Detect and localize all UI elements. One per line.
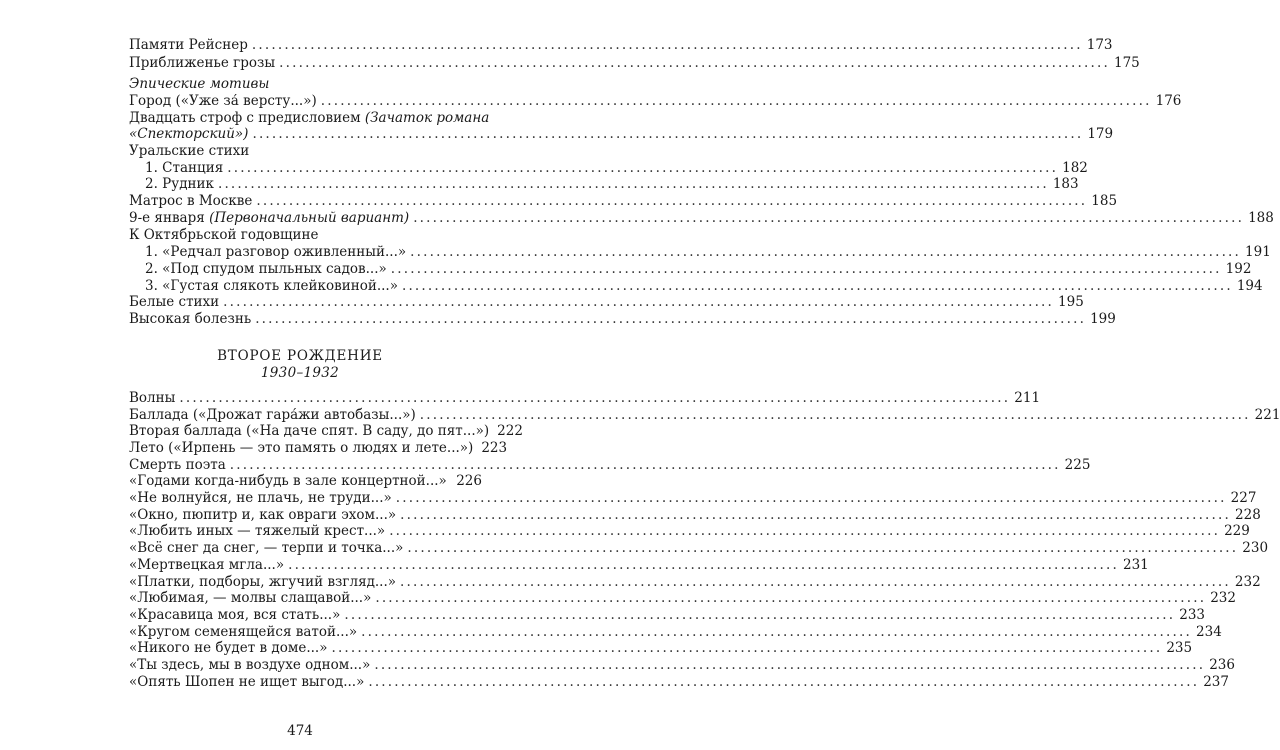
entry-page: 233 bbox=[1179, 607, 1206, 623]
dot-leader: ................................................................................................................................ bbox=[395, 490, 1227, 506]
entry-page: 179 bbox=[1087, 126, 1114, 142]
dot-leader: ................................................................................................................................ bbox=[217, 176, 1049, 192]
dot-leader: ................................................................................................................................ bbox=[179, 390, 1011, 406]
entry-title: «Любить иных — тяжелый крест...» bbox=[129, 523, 386, 539]
toc-entry-gorod bbox=[129, 92, 1182, 110]
entry-page: 222 bbox=[497, 423, 523, 439]
dot-leader: ................................................................................................................................ bbox=[361, 624, 1193, 640]
dot-leader: ................................................................................................................................ bbox=[401, 278, 1233, 294]
entry-title: «Ты здесь, мы в воздухе одном...» bbox=[129, 657, 371, 673]
entry-page: 188 bbox=[1248, 210, 1274, 226]
entry-title: 9-е января bbox=[129, 210, 205, 226]
entry-page: 230 bbox=[1242, 540, 1269, 556]
entry-title: 1. Станция bbox=[145, 160, 224, 176]
entry-page: 192 bbox=[1225, 261, 1252, 277]
toc-entry-dvadtsat-strof-line2 bbox=[129, 125, 1114, 143]
dot-leader: ................................................................................................................................ bbox=[375, 590, 1207, 606]
entry-page: 223 bbox=[481, 440, 508, 456]
entry-page: 194 bbox=[1236, 278, 1263, 294]
entry-title: 2. «Под спудом пыльных садов...» bbox=[145, 261, 387, 277]
entry-page: 234 bbox=[1196, 624, 1222, 640]
dot-leader: ................................................................................................................................ bbox=[252, 126, 1084, 142]
toc-entry bbox=[129, 589, 1236, 607]
entry-title: «Никого не будет в доме...» bbox=[129, 640, 328, 656]
dot-leader: ................................................................................................................................ bbox=[229, 457, 1061, 473]
toc-group-uralskie: Уральские стихи bbox=[129, 143, 250, 159]
dot-leader: ................................................................................................................................ bbox=[400, 574, 1231, 590]
dot-leader: ................................................................................................................................ bbox=[251, 37, 1083, 53]
entry-title: Лето («Ирпень — это память о людях и лете...») bbox=[129, 440, 474, 456]
toc-entry-matros bbox=[129, 192, 1118, 210]
entry-title: «Мертвецкая мгла...» bbox=[129, 557, 285, 573]
entry-title: Приближенье грозы bbox=[129, 55, 276, 71]
entry-title: «Всё снег да снег, — терпи и точка...» bbox=[129, 540, 404, 556]
toc-entry bbox=[129, 539, 1269, 557]
toc-entry bbox=[129, 673, 1229, 691]
entry-title: «Красавица моя, вся стать...» bbox=[129, 607, 341, 623]
entry-title: «Любимая, — молвы слащавой...» bbox=[129, 590, 372, 606]
entry-title: «Годами когда-нибудь в зале концертной...» bbox=[129, 473, 447, 489]
entry-page: 225 bbox=[1064, 457, 1091, 473]
dot-leader: ................................................................................................................................ bbox=[255, 311, 1087, 327]
dot-leader: ................................................................................................................................ bbox=[413, 210, 1245, 226]
entry-page: 232 bbox=[1234, 574, 1261, 590]
entry-title: «Окно, пюпитр и, как овраги эхом...» bbox=[129, 507, 397, 523]
dot-leader: ................................................................................................................................ bbox=[279, 55, 1110, 71]
dot-leader bbox=[451, 472, 452, 490]
entry-page: 191 bbox=[1245, 244, 1271, 260]
entry-page: 185 bbox=[1091, 193, 1118, 209]
entry-title: Белые стихи bbox=[129, 294, 220, 310]
dot-leader: ................................................................................................................................ bbox=[389, 523, 1221, 539]
entry-page: 175 bbox=[1114, 55, 1140, 71]
toc-entry-9-yanvarya bbox=[129, 209, 1274, 227]
dot-leader: ................................................................................................................................ bbox=[407, 540, 1239, 556]
entry-title: 3. «Густая слякоть клейковиной...» bbox=[145, 278, 398, 294]
toc-entry bbox=[129, 472, 482, 490]
entry-page: 236 bbox=[1209, 657, 1235, 673]
toc-entry bbox=[129, 522, 1250, 540]
entry-page: 195 bbox=[1058, 294, 1084, 310]
entry-title: Памяти Рейснер bbox=[129, 37, 248, 53]
entry-subtitle: (Первоначальный вариант) bbox=[209, 210, 410, 226]
page-number: 474 bbox=[287, 723, 313, 739]
entry-page: 183 bbox=[1052, 176, 1079, 192]
entry-title: Баллада («Дрожат гара́жи автобазы...») bbox=[129, 407, 416, 423]
dot-leader: ................................................................................................................................ bbox=[227, 160, 1059, 176]
toc-entry-priblizhenye-grozy bbox=[129, 54, 1140, 72]
toc-entry bbox=[129, 489, 1257, 507]
section-title-vtoroe-rozhdenie: ВТОРОЕ РОЖДЕНИЕ bbox=[217, 348, 383, 364]
entry-page: 235 bbox=[1166, 640, 1193, 656]
entry-page: 229 bbox=[1224, 523, 1250, 539]
dot-leader: ................................................................................................................................ bbox=[368, 674, 1200, 690]
toc-entry-pamyati-reysner bbox=[129, 36, 1113, 54]
entry-page: 173 bbox=[1086, 37, 1113, 53]
entry-page: 182 bbox=[1062, 160, 1088, 176]
toc-entry bbox=[129, 639, 1193, 657]
section-years: 1930–1932 bbox=[260, 365, 340, 381]
entry-title: «Кругом семенящейся ватой...» bbox=[129, 624, 358, 640]
entry-title: Двадцать строф с предисловием bbox=[129, 110, 361, 126]
toc-entry bbox=[129, 439, 508, 457]
entry-page: 221 bbox=[1254, 407, 1280, 423]
entry-page: 226 bbox=[456, 473, 482, 489]
entry-subtitle: «Спекторский») bbox=[129, 126, 249, 142]
entry-title: Смерть поэта bbox=[129, 457, 226, 473]
entry-page: 176 bbox=[1155, 93, 1182, 109]
dot-leader: ................................................................................................................................ bbox=[288, 557, 1119, 573]
entry-page: 211 bbox=[1014, 390, 1041, 406]
toc-entry-redchal bbox=[145, 243, 1271, 261]
entry-page: 228 bbox=[1235, 507, 1261, 523]
toc-entry-rudnik bbox=[145, 175, 1079, 193]
toc-entry-pod-spudom bbox=[145, 260, 1252, 278]
dot-leader: ................................................................................................................................ bbox=[410, 244, 1242, 260]
toc-entry bbox=[129, 656, 1235, 674]
entry-title: 2. Рудник bbox=[145, 176, 214, 192]
entry-page: 237 bbox=[1203, 674, 1229, 690]
dot-leader: ................................................................................................................................ bbox=[256, 193, 1088, 209]
dot-leader: ................................................................................................................................ bbox=[344, 607, 1176, 623]
entry-page: 199 bbox=[1090, 311, 1116, 327]
dot-leader: ................................................................................................................................ bbox=[400, 507, 1232, 523]
entry-title: «Опять Шопен не ищет выгод...» bbox=[129, 674, 365, 690]
toc-entry bbox=[129, 556, 1149, 574]
entry-title: Высокая болезнь bbox=[129, 311, 252, 327]
dot-leader: ................................................................................................................................ bbox=[331, 640, 1163, 656]
entry-title: Матрос в Москве bbox=[129, 193, 253, 209]
dot-leader: ................................................................................................................................ bbox=[223, 294, 1055, 310]
entry-page: 227 bbox=[1230, 490, 1257, 506]
dot-leader: ................................................................................................................................ bbox=[374, 657, 1206, 673]
toc-group-oktyabr: К Октябрьской годовщине bbox=[129, 227, 319, 243]
toc-entry-belye-stihi bbox=[129, 293, 1084, 311]
entry-page: 231 bbox=[1122, 557, 1149, 573]
dot-leader: ................................................................................................................................ bbox=[390, 261, 1222, 277]
entry-title: 1. «Редчал разговор оживленный...» bbox=[145, 244, 407, 260]
entry-page: 232 bbox=[1210, 590, 1236, 606]
toc-entry bbox=[129, 422, 523, 440]
entry-subtitle: (Зачаток романа bbox=[364, 110, 490, 126]
entry-title: «Не волнуйся, не плачь, не труди...» bbox=[129, 490, 392, 506]
dot-leader: ................................................................................................................................ bbox=[320, 93, 1152, 109]
entry-title: Вторая баллада («На даче спят. В саду, до пят...») bbox=[129, 423, 490, 439]
section-heading-epic: Эпические мотивы bbox=[129, 76, 270, 92]
toc-entry bbox=[129, 389, 1041, 407]
entry-title: Город («Уже за́ версту...») bbox=[129, 93, 317, 109]
toc-entry-vysokaya-bolezn bbox=[129, 310, 1116, 328]
entry-title: «Платки, подборы, жгучий взгляд...» bbox=[129, 574, 397, 590]
entry-title: Волны bbox=[129, 390, 176, 406]
toc-entry bbox=[129, 606, 1206, 624]
dot-leader: ................................................................................................................................ bbox=[419, 407, 1251, 423]
